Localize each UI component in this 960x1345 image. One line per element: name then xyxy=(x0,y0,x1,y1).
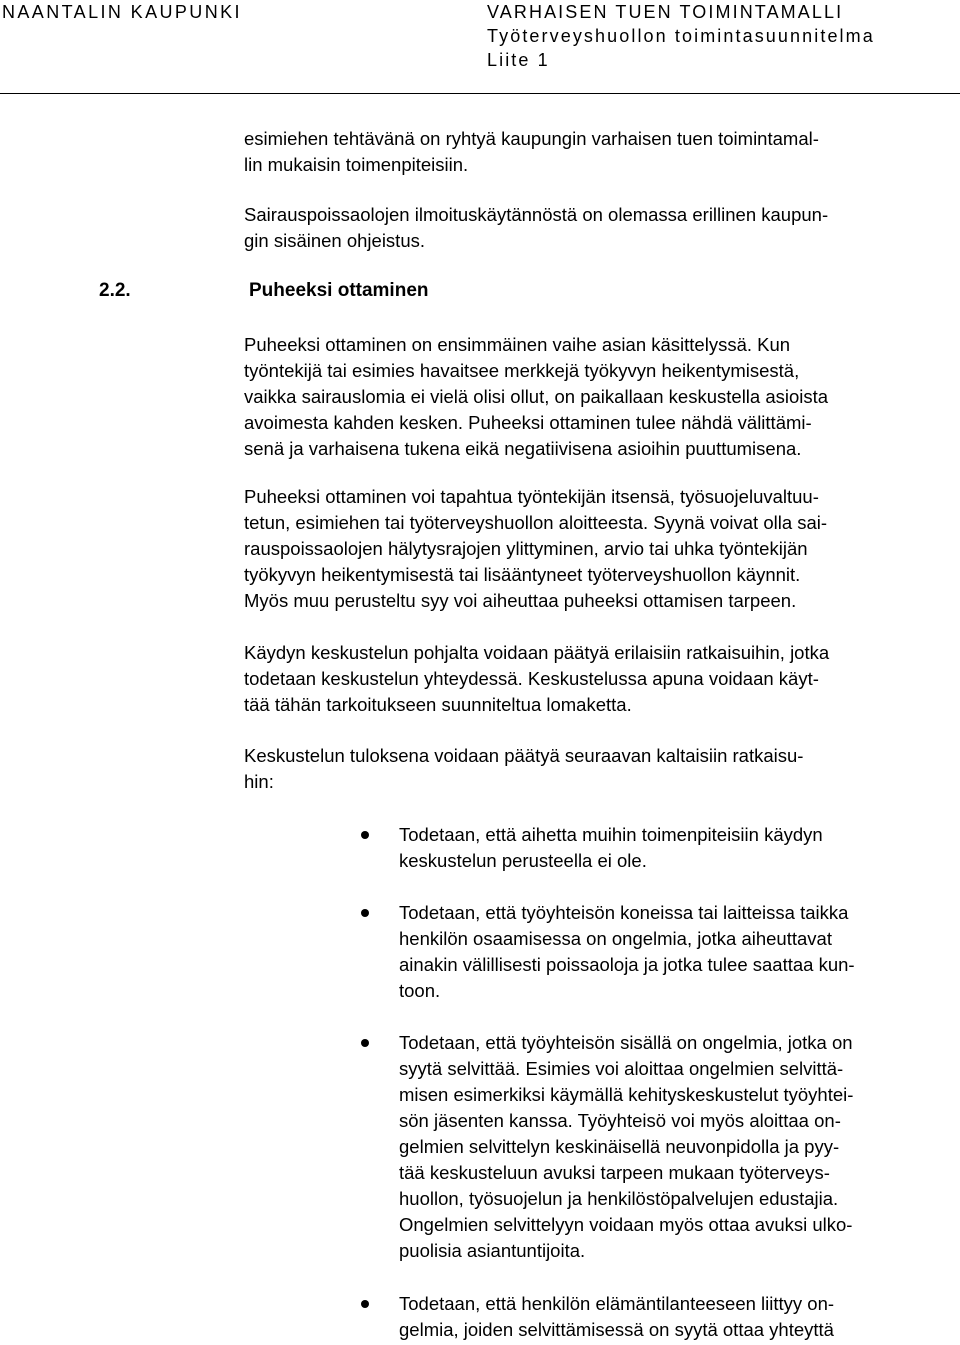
text-line: misen esimerkiksi käymällä kehityskeskustelut työyhtei- xyxy=(399,1084,854,1105)
section-number: 2.2. xyxy=(99,280,131,301)
text-line: syytä selvittää. Esimies voi aloittaa ongelmien selvittä- xyxy=(399,1058,844,1079)
text-line: työkyvyn heikentymisestä tai lisääntyneet työterveyshuollon käynnit. xyxy=(244,564,801,585)
header-attachment-label: Liite 1 xyxy=(487,50,550,70)
text-line: Puheeksi ottaminen on ensimmäinen vaihe asian käsittelyssä. Kun xyxy=(244,334,791,355)
paragraph-intro xyxy=(244,126,960,178)
bullet-icon xyxy=(361,909,369,917)
bullet-icon xyxy=(361,831,369,839)
bullet-icon xyxy=(361,1300,369,1308)
header-organization: NAANTALIN KAUPUNKI xyxy=(2,2,242,22)
text-line: huollon, työsuojelun ja henkilöstöpalvelujen edustajia. xyxy=(399,1188,839,1209)
text-line: Käydyn keskustelun pohjalta voidaan päätyä erilaisiin ratkaisuihin, jotka xyxy=(244,642,830,663)
text-line: Sairauspoissaolojen ilmoituskäytännöstä on olemassa erillinen kaupun- xyxy=(244,204,829,225)
text-line: Todetaan, että työyhteisön koneissa tai laitteissa taikka xyxy=(399,902,849,923)
text-line: vaikka sairauslomia ei vielä olisi ollut, on paikallaan keskustella asioista xyxy=(244,386,829,407)
text-line: hin: xyxy=(244,771,274,792)
list-item-text xyxy=(399,822,823,874)
text-line: puolisia asiantuntijoita. xyxy=(399,1240,586,1261)
text-line: tetun, esimiehen tai työterveyshuollon aloitteesta. Syynä voivat olla sai- xyxy=(244,512,828,533)
text-line: esimiehen tehtävänä on ryhtyä kaupungin varhaisen tuen toimintamal- xyxy=(244,128,819,149)
header-document-subtitle: Työterveyshuollon toimintasuunnitelma xyxy=(487,26,875,46)
text-line: Keskustelun tuloksena voidaan päätyä seuraavan kaltaisiin ratkaisu- xyxy=(244,745,804,766)
text-line: työntekijä tai esimies havaitsee merkkejä työkyvyn heikentymisestä, xyxy=(244,360,800,381)
paragraph-sick-leave xyxy=(244,202,960,254)
list-item-text xyxy=(399,900,855,1004)
paragraph-2 xyxy=(244,484,960,614)
header-document-title: VARHAISEN TUEN TOIMINTAMALLI xyxy=(487,2,844,22)
text-line: tää tähän tarkoitukseen suunniteltua lomaketta. xyxy=(244,694,632,715)
text-line: Myös muu perusteltu syy voi aiheuttaa puheeksi ottamisen tarpeen. xyxy=(244,590,797,611)
header-document-info xyxy=(487,0,875,72)
text-line: tää keskusteluun avuksi tarpeen mukaan työterveys- xyxy=(399,1162,830,1183)
text-line: avoimesta kahden kesken. Puheeksi ottaminen tulee nähdä välittämi- xyxy=(244,412,812,433)
bullet-icon xyxy=(361,1039,369,1047)
text-line: todetaan keskustelun yhteydessä. Keskustelussa apuna voidaan käyt- xyxy=(244,668,819,689)
text-line: lin mukaisin toimenpiteisiin. xyxy=(244,154,469,175)
paragraph-4 xyxy=(244,743,960,795)
text-line: ainakin välillisesti poissaoloja ja jotka tulee saattaa kun- xyxy=(399,954,855,975)
text-line: senä ja varhaisena tukena eikä negatiivisena asioihin puuttumisena. xyxy=(244,438,802,459)
list-item-text xyxy=(399,1030,853,1264)
text-line: gelmia, joiden selvittämisessä on syytä ottaa yhteyttä xyxy=(399,1319,834,1340)
paragraph-3 xyxy=(244,640,960,718)
text-line: Puheeksi ottaminen voi tapahtua työntekijän itsensä, työsuojeluvaltuu- xyxy=(244,486,819,507)
text-line: toon. xyxy=(399,980,441,1001)
text-line: Todetaan, että työyhteisön sisällä on ongelmia, jotka on xyxy=(399,1032,853,1053)
section-title: Puheeksi ottaminen xyxy=(249,280,429,301)
text-line: gelmien selvittelyn keskinäisellä neuvonpidolla ja pyy- xyxy=(399,1136,840,1157)
paragraph-1 xyxy=(244,332,960,462)
text-line: sön jäsenten kanssa. Työyhteisö voi myös aloittaa on- xyxy=(399,1110,841,1131)
text-line: Ongelmien selvittelyyn voidaan myös ottaa avuksi ulko- xyxy=(399,1214,853,1235)
text-line: rauspoissaolojen hälytysrajojen ylittyminen, arvio tai uhka työntekijän xyxy=(244,538,808,559)
text-line: Todetaan, että aihetta muihin toimenpiteisiin käydyn xyxy=(399,824,823,845)
text-line: keskustelun perusteella ei ole. xyxy=(399,850,647,871)
text-line: Todetaan, että henkilön elämäntilanteeseen liittyy on- xyxy=(399,1293,835,1314)
text-line: gin sisäinen ohjeistus. xyxy=(244,230,425,251)
text-line: henkilön osaamisessa on ongelmia, jotka aiheuttavat xyxy=(399,928,832,949)
header-divider xyxy=(0,93,960,94)
list-item-text xyxy=(399,1291,834,1343)
